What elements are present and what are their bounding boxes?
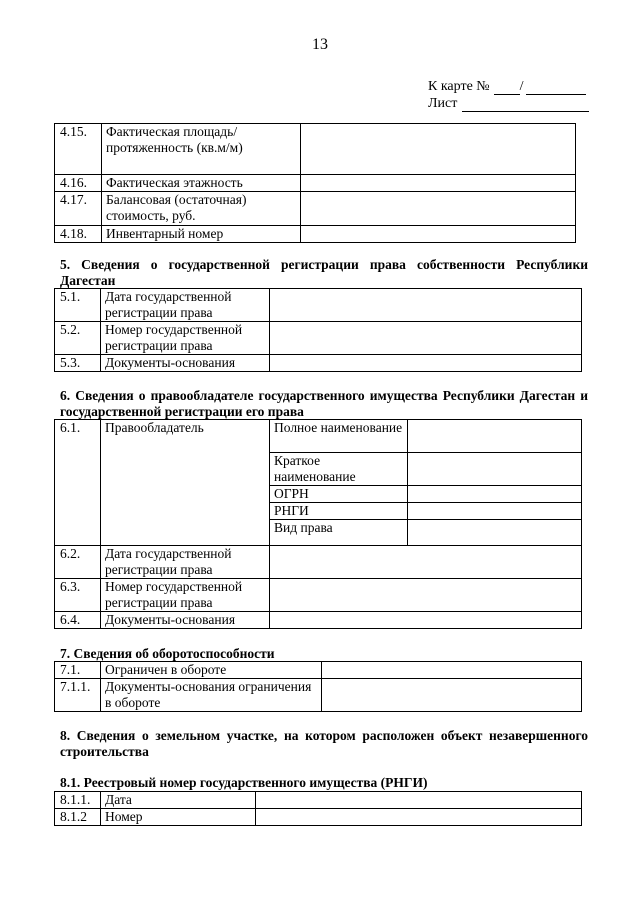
value-cell [270, 289, 582, 322]
section-7-title: 7. Сведения об оборотоспособности [60, 646, 275, 661]
row-number: 4.16. [55, 175, 102, 192]
card-number-blank [494, 81, 520, 95]
section-5-title: 5. Сведения о государственной регистрации права собственности Республики Дагестан [60, 257, 588, 288]
value-cell [270, 612, 582, 629]
sheet-label: Лист [428, 96, 458, 111]
row-number: 7.1. [55, 662, 101, 679]
row-label: Фактическая этажность [102, 175, 301, 192]
row-label: Номер государственной регистрации права [101, 322, 270, 355]
table-row [55, 579, 582, 612]
section-6-title: 6. Сведения о правообладателе государственного имущества Республики Дагестан и государственной регистрации его права [60, 388, 588, 419]
table-section-7 [54, 661, 582, 712]
row-label: Инвентарный номер [102, 226, 301, 243]
table-row [55, 612, 582, 629]
table-row [55, 192, 576, 226]
value-cell [256, 792, 582, 809]
row-label: Дата государственной регистрации права [101, 546, 270, 579]
card-suffix-blank [526, 81, 586, 95]
value-cell [322, 679, 582, 712]
row-number: 4.18. [55, 226, 102, 243]
row-label: Дата [101, 792, 256, 809]
subfield-label: ОГРН [270, 486, 408, 503]
value-cell [408, 503, 582, 520]
row-label: Документы-основания [101, 355, 270, 372]
value-cell [408, 453, 582, 486]
card-number-line [428, 78, 589, 95]
row-label: Ограничен в обороте [101, 662, 322, 679]
table-section-8-1 [54, 791, 582, 826]
card-label: К карте № [428, 79, 490, 94]
row-number: 6.3. [55, 579, 101, 612]
section-8-title: 8. Сведения о земельном участке, на котором расположен объект незавершенного строительства [60, 728, 588, 759]
value-cell [408, 520, 582, 546]
row-number: 4.17. [55, 192, 102, 226]
value-cell [270, 546, 582, 579]
value-cell [408, 486, 582, 503]
subfield-label: Полное наименование [270, 420, 408, 453]
value-cell [301, 192, 576, 226]
row-label: Документы-основания ограничения в обороте [101, 679, 322, 712]
value-cell [301, 124, 576, 175]
row-label: Правообладатель [101, 420, 270, 546]
row-number: 4.15. [55, 124, 102, 175]
row-number: 5.1. [55, 289, 101, 322]
table-section-6 [54, 419, 582, 629]
row-label: Дата государственной регистрации права [101, 289, 270, 322]
table-row [55, 322, 582, 355]
value-cell [322, 662, 582, 679]
row-number: 6.4. [55, 612, 101, 629]
table-row [55, 662, 582, 679]
table-row [55, 289, 582, 322]
card-reference [428, 78, 589, 112]
subfield-label: Вид права [270, 520, 408, 546]
table-row [55, 226, 576, 243]
subfield-label: РНГИ [270, 503, 408, 520]
row-number: 8.1.2 [55, 809, 101, 826]
row-label: Фактическая площадь/протяженность (кв.м/м) [102, 124, 301, 175]
value-cell [301, 226, 576, 243]
table-section-4 [54, 123, 576, 243]
table-row [55, 679, 582, 712]
sheet-line [428, 95, 589, 112]
table-row [55, 355, 582, 372]
table-row [55, 124, 576, 175]
value-cell [256, 809, 582, 826]
row-number: 6.1. [55, 420, 101, 546]
table-section-5 [54, 288, 582, 372]
section-8-1-title: 8.1. Реестровый номер государственного имущества (РНГИ) [60, 775, 428, 790]
row-label: Номер государственной регистрации права [101, 579, 270, 612]
row-number: 7.1.1. [55, 679, 101, 712]
value-cell [270, 355, 582, 372]
row-label: Номер [101, 809, 256, 826]
table-row [55, 809, 582, 826]
row-label: Балансовая (остаточная) стоимость, руб. [102, 192, 301, 226]
table-row [55, 546, 582, 579]
table-row [55, 175, 576, 192]
table-row [55, 420, 582, 453]
row-number: 5.3. [55, 355, 101, 372]
subfield-label: Краткое наименование [270, 453, 408, 486]
row-number: 8.1.1. [55, 792, 101, 809]
row-label: Документы-основания [101, 612, 270, 629]
sheet-blank [462, 98, 589, 112]
card-separator: / [519, 79, 524, 94]
row-number: 5.2. [55, 322, 101, 355]
value-cell [301, 175, 576, 192]
table-row [55, 792, 582, 809]
value-cell [270, 579, 582, 612]
value-cell [408, 420, 582, 453]
value-cell [270, 322, 582, 355]
row-number: 6.2. [55, 546, 101, 579]
page-number: 13 [312, 36, 328, 53]
